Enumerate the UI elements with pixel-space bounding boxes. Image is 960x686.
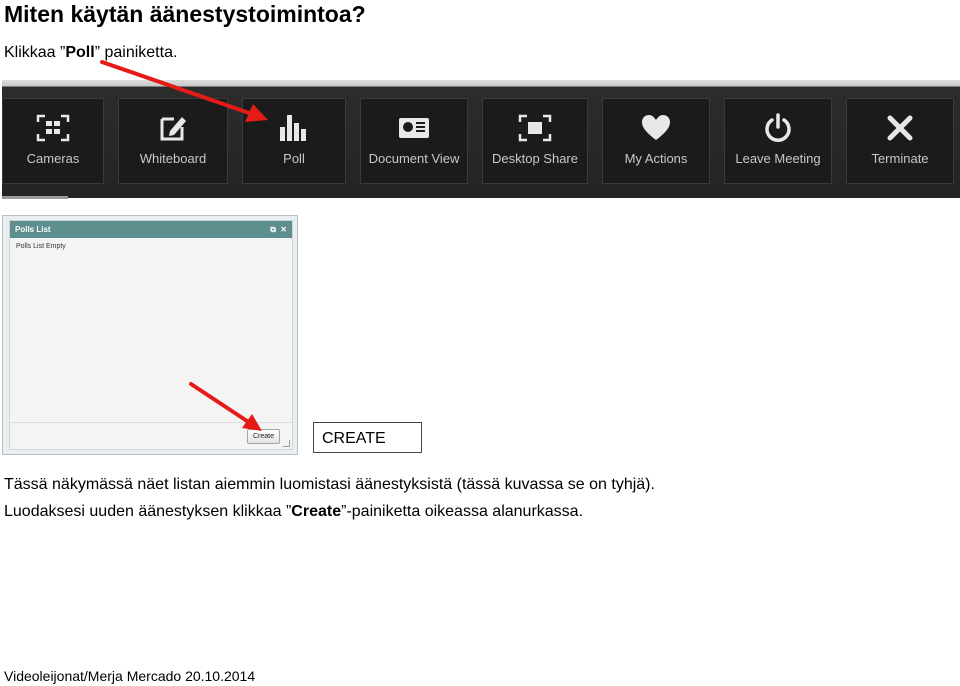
- footer-credit: Videoleijonat/Merja Mercado 20.10.2014: [4, 668, 256, 684]
- paragraph-1: Tässä näkymässä näet listan aiemmin luomistasi äänestyksistä (tässä kuvassa se on tyhjä).: [4, 476, 655, 493]
- close-icon: [847, 111, 953, 145]
- heart-icon: [603, 111, 709, 145]
- paragraph-2-after: ”-painiketta oikeassa alanurkassa.: [341, 503, 584, 520]
- intro-after: ” painiketta.: [94, 44, 178, 61]
- terminate-button[interactable]: [846, 98, 954, 184]
- cameras-button[interactable]: [2, 98, 104, 184]
- desktop-share-icon: [483, 111, 587, 145]
- paragraph-2: [4, 502, 583, 522]
- polls-list-window: [2, 215, 298, 455]
- leave-meeting-button[interactable]: [724, 98, 832, 184]
- intro-before: Klikkaa ”: [4, 44, 66, 61]
- leave-meeting-label: Leave Meeting: [735, 151, 821, 166]
- close-panel-icon[interactable]: ✕: [280, 225, 287, 234]
- popout-icon[interactable]: ⧉: [270, 225, 276, 234]
- document-view-icon: [361, 111, 467, 145]
- create-poll-button[interactable]: Create: [247, 429, 280, 444]
- desktop-share-button[interactable]: [482, 98, 588, 184]
- cameras-label: Cameras: [26, 151, 80, 166]
- toolbar-divider: [2, 196, 68, 199]
- poll-label: Poll: [283, 151, 305, 166]
- page-title: Miten käytän äänestystoimintoa?: [4, 1, 366, 27]
- meeting-toolbar: [2, 80, 960, 198]
- paragraph-2-keyword: Create: [291, 503, 342, 520]
- intro-text: [4, 43, 177, 63]
- desktop-share-label: Desktop Share: [492, 151, 578, 166]
- document-view-button[interactable]: [360, 98, 468, 184]
- whiteboard-label: Whiteboard: [139, 151, 207, 166]
- polls-list-title: Polls List: [15, 225, 51, 234]
- terminate-label: Terminate: [871, 151, 929, 166]
- polls-list-header: [10, 221, 292, 238]
- resize-grip-icon[interactable]: [283, 440, 290, 447]
- create-callout: CREATE: [313, 422, 422, 453]
- paragraph-2-before: Luodaksesi uuden äänestyksen klikkaa ”: [4, 503, 292, 520]
- my-actions-label: My Actions: [624, 151, 688, 166]
- polls-empty-text: Polls List Empty: [16, 243, 66, 250]
- polls-list-footer: [10, 422, 292, 449]
- power-icon: [725, 111, 831, 145]
- poll-icon: [243, 111, 345, 145]
- document-view-label: Document View: [368, 151, 460, 166]
- poll-button[interactable]: [242, 98, 346, 184]
- polls-list-panel: [9, 220, 293, 450]
- whiteboard-button[interactable]: [118, 98, 228, 184]
- intro-keyword: Poll: [65, 44, 95, 61]
- my-actions-button[interactable]: [602, 98, 710, 184]
- whiteboard-icon: [119, 111, 227, 145]
- cameras-icon: [3, 111, 103, 145]
